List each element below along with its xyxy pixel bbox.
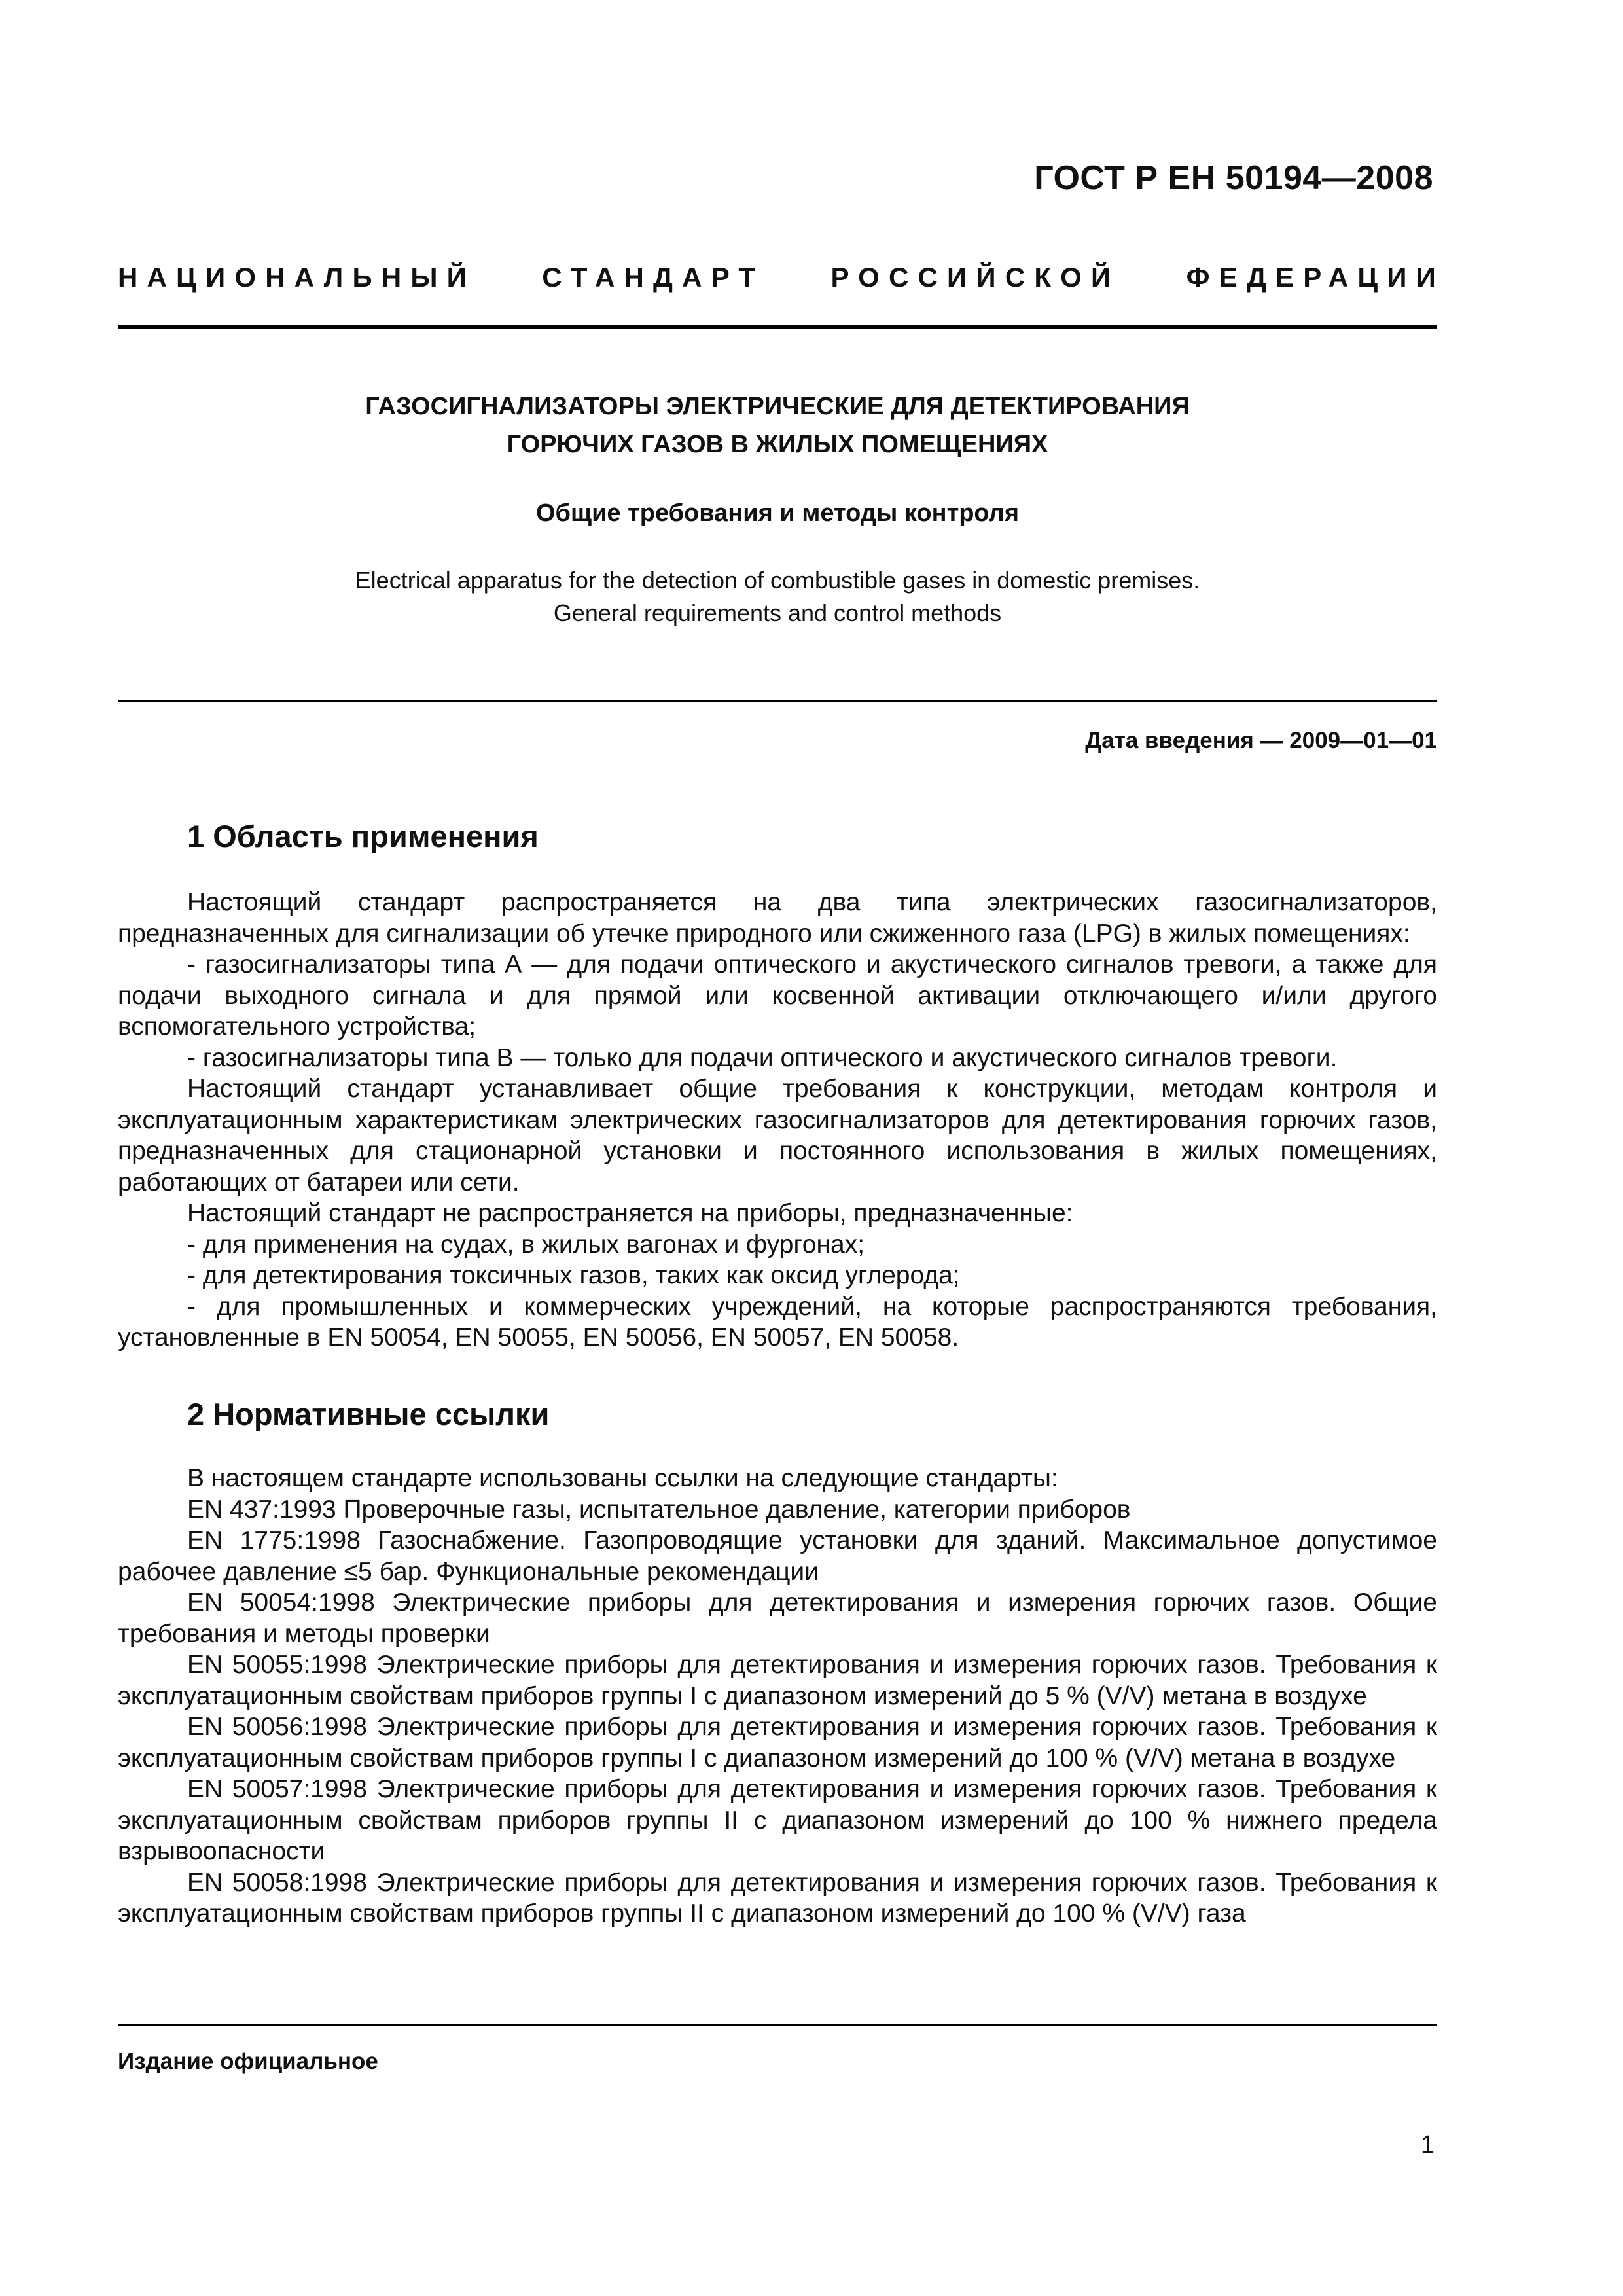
page-number: 1 (1420, 2131, 1435, 2159)
national-standard-banner (118, 262, 1445, 293)
gost-code: ГОСТ Р ЕН 50194—2008 (1034, 159, 1433, 197)
section-heading-scope: 1 Область применения (187, 819, 539, 853)
reference-item: EN 1775:1998 Газоснабжение. Газопроводящие установки для зданий. Максимальное допустимое рабочее давление ≤5 бар. Функциональные рекомендации (118, 1526, 1437, 1586)
banner-word: РОССИЙСКОЙ (830, 262, 1120, 293)
english-title-line: Electrical apparatus for the detection of combustible gases in domestic premises. (355, 567, 1200, 594)
edition-label: Издание официальное (118, 2049, 378, 2074)
banner-word: СТАНДАРТ (542, 262, 765, 293)
paragraph: - газосигнализаторы типа А — для подачи оптического и акустического сигналов тревоги, а также для подачи выходного сигнала и для прямой или косвенной активации отключающего и/или другого вспомогательного устройства; (118, 950, 1437, 1041)
title-line: ГАЗОСИГНАЛИЗАТОРЫ ЭЛЕКТРИЧЕСКИЕ ДЛЯ ДЕТЕКТИРОВАНИЯ (365, 393, 1190, 420)
header-divider (118, 325, 1437, 329)
english-title-line: General requirements and control methods (553, 600, 1002, 626)
reference-item: EN 50058:1998 Электрические приборы для детектирования и измерения горючих газов. Требования к эксплуатационным свойствам приборов группы II с диапазоном измерений до 100 % (V/V) газа (118, 1868, 1437, 1928)
paragraph: В настоящем стандарте использованы ссылки на следующие стандарты: (187, 1464, 1058, 1492)
title-line: ГОРЮЧИХ ГАЗОВ В ЖИЛЫХ ПОМЕЩЕНИЯХ (507, 431, 1048, 458)
section-body-references (118, 1463, 1437, 1929)
banner-word: ФЕДЕРАЦИИ (1186, 262, 1445, 293)
reference-item: EN 50055:1998 Электрические приборы для детектирования и измерения горючих газов. Требования к эксплуатационным свойствам приборов группы I с диапазоном измерений до 5 % (V/V) метана в воздухе (118, 1651, 1437, 1710)
paragraph: Настоящий стандарт распространяется на два типа электрических газосигнализаторов, предназначенных для сигнализации об утечке природного или сжиженного газа (LPG) в жилых помещениях: (118, 888, 1437, 948)
title-divider (118, 700, 1437, 702)
english-title (118, 564, 1437, 630)
introduction-date: Дата введения — 2009—01—01 (1085, 728, 1437, 753)
section-heading-references: 2 Нормативные ссылки (187, 1397, 550, 1431)
reference-item: EN 50056:1998 Электрические приборы для детектирования и измерения горючих газов. Требования к эксплуатационным свойствам приборов группы I с диапазоном измерений до 100 % (V/V) метана в воздухе (118, 1713, 1437, 1772)
paragraph: - для применения на судах, в жилых вагонах и фургонах; (187, 1230, 865, 1259)
section-body-scope (118, 887, 1437, 1354)
paragraph: Настоящий стандарт не распространяется на приборы, предназначенные: (187, 1199, 1073, 1227)
reference-item: EN 50057:1998 Электрические приборы для детектирования и измерения горючих газов. Требования к эксплуатационным свойствам приборов группы II с диапазоном измерений до 100 % нижнего предела взрывоопасности (118, 1775, 1437, 1865)
reference-item: EN 50054:1998 Электрические приборы для детектирования и измерения горючих газов. Общие требования и методы проверки (118, 1588, 1437, 1648)
banner-word: НАЦИОНАЛЬНЫЙ (118, 262, 476, 293)
paragraph: - для промышленных и коммерческих учреждений, на которые распространяются требования, установленные в EN 50054, EN 50055, EN 50056, EN 50057, EN 50058. (118, 1292, 1437, 1352)
paragraph: - для детектирования токсичных газов, таких как оксид углерода; (187, 1261, 960, 1289)
document-subtitle: Общие требования и методы контроля (535, 499, 1019, 527)
paragraph: - газосигнализаторы типа В — только для подачи оптического и акустического сигналов тревоги. (187, 1043, 1338, 1072)
footer-divider (118, 2024, 1437, 2026)
document-title (118, 387, 1437, 463)
paragraph: Настоящий стандарт устанавливает общие требования к конструкции, методам контроля и эксплуатационным характеристикам электрических газосигнализаторов для детектирования горючих газов, предназначенных для стационарной установки и постоянного использования в жилых помещениях, работающих от батареи или сети. (118, 1075, 1437, 1196)
reference-item: EN 437:1993 Проверочные газы, испытательное давление, категории приборов (187, 1495, 1131, 1524)
